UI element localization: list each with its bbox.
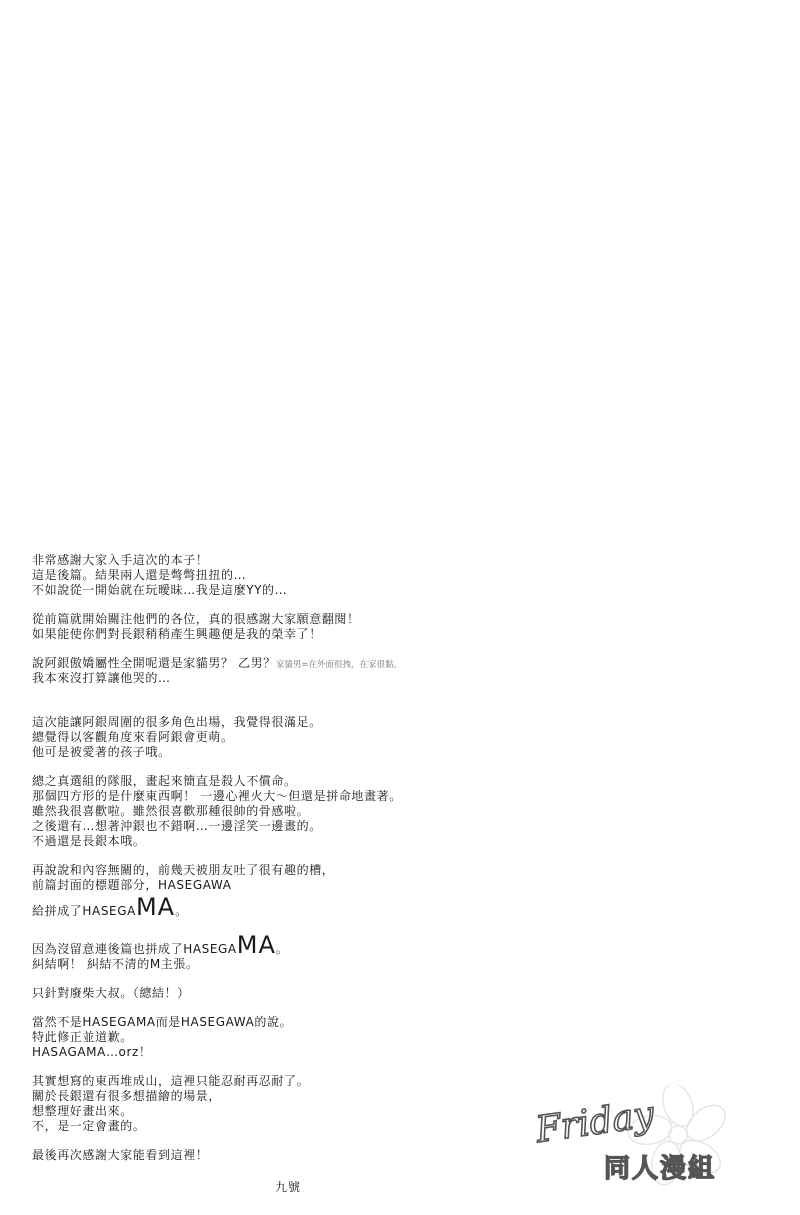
text-line: 這是後篇。結果兩人還是彆彆扭扭的… <box>32 568 247 582</box>
text-span: 因為沒留意連後篇也拼成了HASEGA <box>32 942 237 956</box>
text-line: 特此修正並道歉。 <box>32 1030 133 1044</box>
group-logo <box>528 1085 758 1195</box>
text-line: 想整理好畫出來。 <box>32 1104 133 1118</box>
text-line: 這次能讓阿銀周圍的很多角色出場，我覺得很滿足。 <box>32 715 322 729</box>
text-line: 糾結啊！ 糾結不清的M主張。 <box>32 957 199 971</box>
text-span: 給拼成了HASEGA <box>32 904 136 918</box>
emphasis-text: MA <box>236 931 276 959</box>
afterword-text <box>32 553 402 1163</box>
text-line: 不，是一定會畫的。 <box>32 1119 146 1133</box>
text-line: 他可是被愛著的孩子哦。 <box>32 745 171 759</box>
text-span: 說阿銀傲嬌屬性全開呢還是家貓男？ 乙男？ <box>32 656 276 670</box>
text-line: 總覺得以客觀角度來看阿銀會更萌。 <box>32 730 234 744</box>
text-span: 。 <box>275 942 289 956</box>
text-line: 再說說和內容無關的，前幾天被朋友吐了很有趣的槽， <box>32 863 335 877</box>
text-line: 非常感謝大家入手這次的本子！ <box>32 553 209 567</box>
flower-watermark-icon <box>528 1085 758 1195</box>
emphasis-text: MA <box>135 893 176 921</box>
text-line: 當然不是HASEGAMA而是HASEGAWA的說。 <box>32 1015 293 1029</box>
text-span: 。 <box>175 904 188 918</box>
text-line: HASAGAMA…orz！ <box>32 1045 152 1059</box>
text-line: 不過還是長銀本哦。 <box>32 834 146 848</box>
text-line: 如果能使你們對長銀稍稍產生興趣便是我的榮幸了！ <box>32 627 322 641</box>
text-line: 關於長銀還有很多想描繪的場景， <box>32 1089 222 1103</box>
text-line <box>32 656 402 671</box>
footnote: 家貓男=在外面很拽，在家很黏。 <box>275 660 402 670</box>
text-line: 之後還有…想著沖銀也不錯啊…一邊淫笑一邊畫的。 <box>32 819 322 833</box>
text-line: 其實想寫的東西堆成山，這裡只能忍耐再忍耐了。 <box>32 1074 310 1088</box>
page-number: 九號 <box>275 1180 302 1194</box>
text-line <box>32 931 402 957</box>
text-line: 從前篇就開始關注他們的各位，真的很感謝大家願意翻閱！ <box>32 612 360 626</box>
logo-title: Friday <box>533 1093 657 1152</box>
text-line: 總之真選組的隊服，畫起來簡直是殺人不償命。 <box>32 774 297 788</box>
text-line: 我本來沒打算讓他哭的… <box>32 671 171 685</box>
text-line: 那個四方形的是什麼東西啊！ 一邊心裡火大～但還是拼命地畫著。 <box>32 789 402 803</box>
text-line <box>32 893 402 919</box>
text-line: 前篇封面的標題部分，HASEGAWA <box>32 878 232 892</box>
text-line: 最後再次感謝大家能看到這裡！ <box>32 1148 209 1162</box>
logo-subtitle: 同人漫組 <box>604 1154 717 1184</box>
text-line: 只針對廢柴大叔。（總結！） <box>32 986 190 1000</box>
text-line: 不如說從一開始就在玩曖昧…我是這麼YY的… <box>32 583 288 597</box>
text-line: 雖然我很喜歡啦。雖然很喜歡那種很帥的骨感啦。 <box>32 804 310 818</box>
